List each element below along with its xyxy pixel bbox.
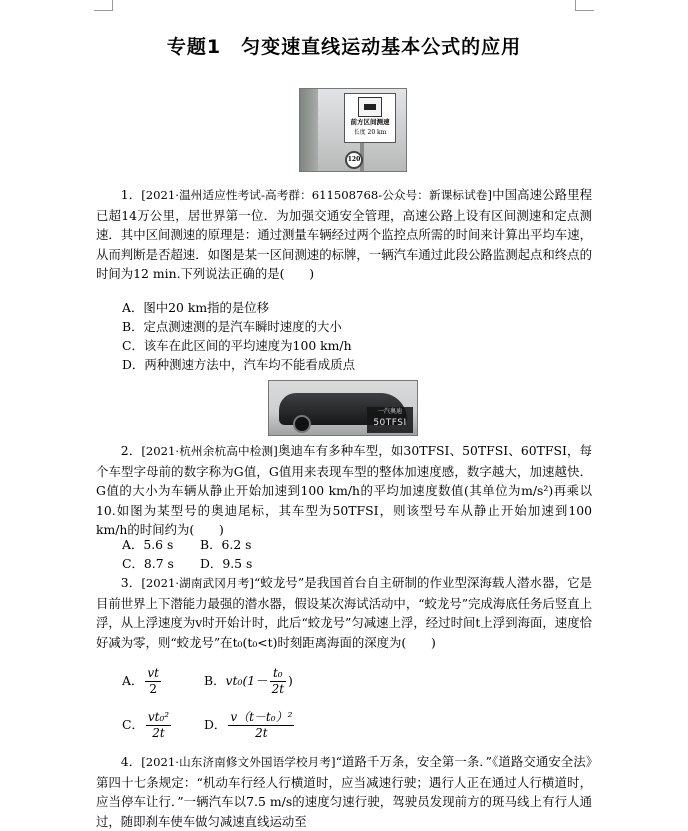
- page-corner-mark-right: [575, 0, 594, 11]
- camera-icon: [358, 97, 382, 117]
- question-3-text: “蛟龙号”是我国首台自主研制的作业型深海载人潜水器，它是目前世界上下潜能力最强的潜水器，假设某次海试活动中，“蛟龙号”完成海底任务后竖直上浮，从上浮速度为v时开始计时，此后“蛟龙号”匀减速上浮，经过时间t上浮到海面，速度恰好减为零，则“蛟龙号”在t₀(t₀<t)时刻距离海面的深度为( ): [96, 575, 592, 650]
- audi-car-photo: [268, 380, 418, 436]
- question-3-option-c: C． $\frac{\text{vt₀²}}{2t}$: [122, 710, 170, 740]
- fraction: $\frac{\text{vt₀²}}{2t}$: [147, 710, 170, 740]
- model-badge: [367, 407, 413, 433]
- question-2-option-c: C．8.7 s: [122, 556, 174, 571]
- question-2-option-b: B．6.2 s: [200, 537, 252, 552]
- fraction: $\frac{\text{t₀}}{2t}$: [271, 666, 285, 696]
- tree-silhouette: [300, 89, 318, 171]
- sign-board: [344, 93, 396, 143]
- speed-limit-sign: [345, 151, 363, 169]
- question-3-option-d: D． $\frac{\text{v（t－t₀）²}}{2t}$: [204, 710, 293, 740]
- question-4-number: 4．: [120, 754, 142, 769]
- question-1-stem: [96, 185, 592, 284]
- question-1-source: [2021·温州适应性考试-高考群：611508768-公众号：新课标试卷]: [141, 188, 493, 202]
- question-2-source: [2021·杭州余杭高中检测]: [141, 444, 278, 458]
- question-2-option-a: A．5.6 s: [122, 537, 174, 552]
- model-badge-line2: 50TFSI: [373, 418, 407, 428]
- page-corner-mark-left: [94, 0, 113, 11]
- question-3-number: 3．: [120, 575, 142, 590]
- question-1-text: 中国高速公路里程已超14万公里，居世界第一位．为加强交通安全管理，高速公路上设有区间测速和定点测速．其中区间测速的原理是：通过测量车辆经过两个监控点所需的时间来计算出平均车速，从而判断是否超速．如图是某一区间测速的标牌，一辆汽车通过此段公路监测起点和终点的时间为12 min.下列说法正确的是( ): [96, 187, 592, 282]
- question-1-option-d: D．两种测速方法中，汽车均不能看成质点: [122, 357, 355, 372]
- page-title: 专题1 匀变速直线运动基本公式的应用: [166, 36, 522, 58]
- question-3-source: [2021·湖南武冈月考]: [141, 576, 254, 590]
- fraction: $\frac{\text{v（t－t₀）²}}{2t}$: [230, 710, 293, 740]
- sign-text-line1: 前方区间测速: [350, 118, 390, 126]
- question-4-text: “道路千万条，安全第一条．”《道路交通安全法》第四十七条规定：“机动车行经人行横道时，应当减速行驶；遇行人正在通过人行横道时，应当停车让行．”一辆汽车以7.5 m/s的速度匀速行驶，驾驶员发现前方的斑马线上有行人通过，随即刹车使车做匀减速直线运动至: [96, 754, 592, 829]
- question-1-option-c: C．该车在此区间的平均速度为100 km/h: [122, 338, 352, 353]
- fraction: $\frac{vt}{2}$: [147, 666, 159, 696]
- question-3-option-a: A． $\frac{vt}{2}$: [122, 666, 159, 696]
- question-3-stem: [96, 573, 592, 652]
- question-1-option-b: B．定点测速测的是汽车瞬时速度的大小: [122, 319, 342, 334]
- question-1-option-a: A．图中20 km指的是位移: [122, 300, 270, 315]
- sign-text-line2: 长度 20 km: [353, 129, 387, 136]
- question-2-stem: [96, 441, 592, 540]
- question-2-option-d: D．9.5 s: [200, 556, 253, 571]
- speed-zone-sign-photo: [299, 88, 407, 172]
- question-4-source: [2021·山东济南修文外国语学校月考]: [141, 755, 336, 769]
- question-2-number: 2．: [120, 443, 142, 458]
- model-badge-line1: 一汽奥迪: [377, 408, 402, 415]
- speed-limit-value: 120: [347, 156, 361, 163]
- question-1-number: 1．: [120, 187, 142, 202]
- question-2-text: 奥迪车有多种车型，如30TFSI、50TFSI、60TFSI，每个车型字母前的数字称为G值，G值用来表现车型的整体加速度感，数字越大，加速越快．G值的大小为车辆从静止开始加速到100 km/h的平均加速度数值(其单位为m/s²)再乘以10.如图为某型号的奥迪尾标，其车型为50TFSI，则该型号车从静止开始加速到100 km/h的时间约为( ): [96, 443, 592, 538]
- question-3-option-b: B．vt₀(1－ $\frac{\text{t₀}}{2t}$ ): [204, 666, 293, 696]
- car-wheel: [293, 415, 311, 433]
- question-4-stem: [96, 752, 592, 831]
